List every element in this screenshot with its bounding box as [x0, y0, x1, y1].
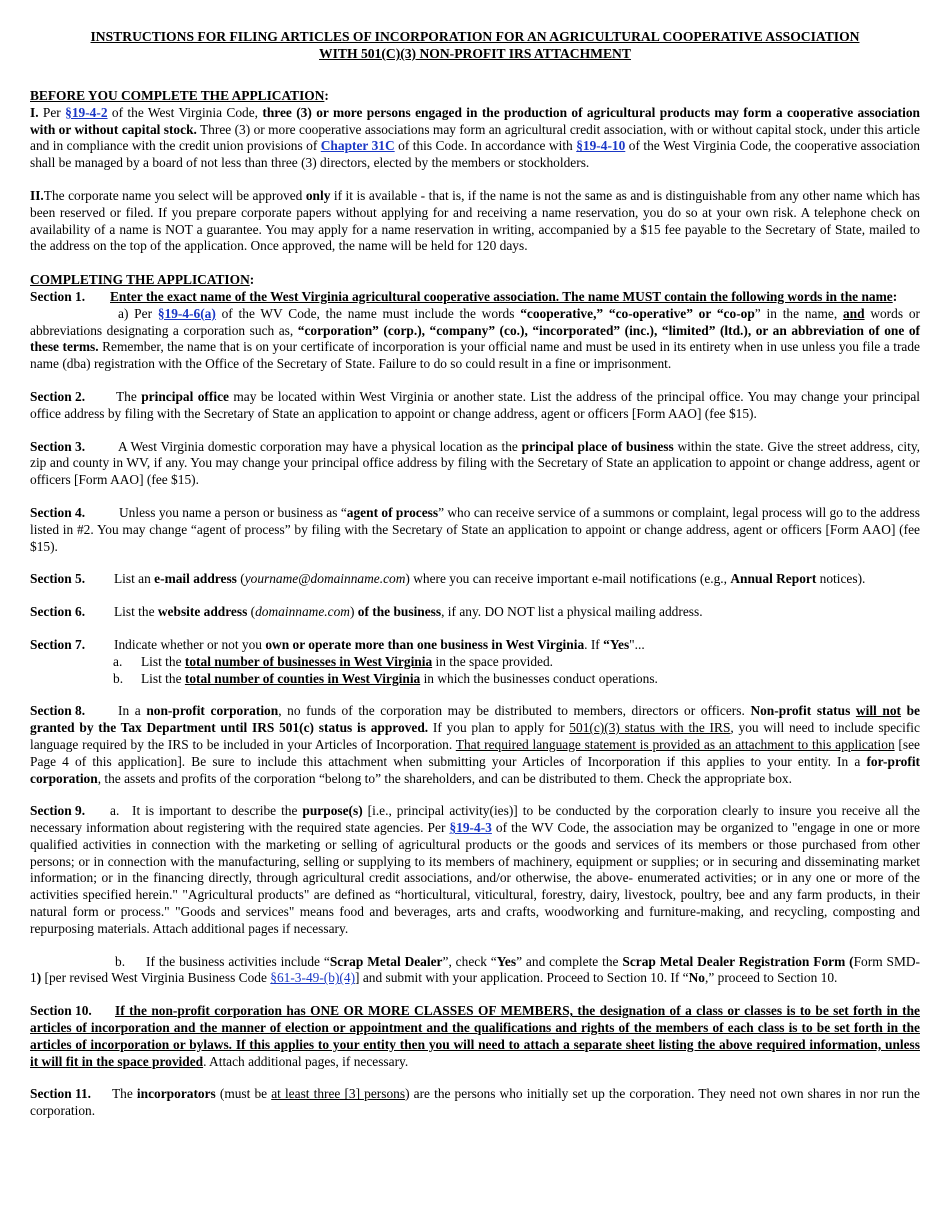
section-8: Section 8. In a non-profit corporation, no funds of the corporation may be distributed to members, directors or officers. Non-profit status will not be granted by the Tax Department until IRS 501(c) status is approved. If you plan to apply for 501(c)(3) status with the IRS, you will need to include specific language required by the IRS to be included in your Articles of Incorporation. That required language statement is provided as an attachment to this application [see Page 4 of this application]. Be sure to include this attachment when submitting your Articles of Incorporation if this applies to your entity. In a for-profit corporation, the assets and profits of the corporation “belong to” the shareholders, and can be distributed to them. Check the appropriate box.	[30, 703, 920, 786]
section-7-a: a. List the total number of businesses in West Virginia in the space provided.	[113, 653, 554, 669]
before-paragraph-1: I. Per §19-4-2 of the West Virginia Code, three (3) or more persons engaged in the production of agricultural products may form a cooperative association with or without capital stock. Three (3) or more cooperative associations may form an agricultural credit association, with or without capital stock, under this article and in compliance with the credit union provisions of Chapter 31C of this Code. In accordance with §19-4-10 of the West Virginia Code, the cooperative association shall be managed by a board of not less than three (3) directors, elected by the members or stockholders.	[30, 104, 921, 171]
link-19-4-3[interactable]: §19-4-3	[449, 820, 492, 836]
before-paragraph-2: II.The corporate name you select will be approved only if it is available - that is, if the name is not the same as and is distinguishable from any other name which has been reserved or filed. If you prepare corporate papers without applying for and receiving a name reservation, you do so at your own risk. A telephone check on availability of a name is NOT a guarantee. You may apply for a name reservation in writing, accompanied by a $15 fee payable to the Secretary of State, mailed to the address on the top of the application. Once approved, the name will be held for 120 days.	[30, 187, 920, 254]
title-line-1: INSTRUCTIONS FOR FILING ARTICLES OF INCORPORATION FOR AN AGRICULTURAL COOPERATIVE ASSOCIATION	[90, 29, 860, 44]
instructions-page	[30, 28, 920, 1120]
link-19-4-6a[interactable]: §19-4-6(a)	[157, 305, 216, 321]
section-6: Section 6. List the website address (domainname.com) of the business, if any. DO NOT list a physical mailing address.	[30, 604, 703, 620]
link-chapter-31c[interactable]: Chapter 31C	[320, 138, 395, 154]
section-1: Section 1. Enter the exact name of the West Virginia agricultural cooperative association. The name MUST contain the following words in the name:	[30, 288, 898, 304]
section-2: Section 2. The principal office may be located within West Virginia or another state. List the address of the principal office. You may change your principal office address by filing with the Secretary of State an application to appoint or change address, agent or officers [Form AAO] (fee $15).	[30, 388, 920, 421]
section-9-b: b. If the business activities include “Scrap Metal Dealer”, check “Yes” and complete the Scrap Metal Dealer Registration Form (Form SMD-1) [per revised West Virginia Business Code §61-3-49-(b)(4)] and submit with your application. Proceed to Section 10. If “No,” proceed to Section 10.	[30, 953, 920, 986]
section-10: Section 10. If the non-profit corporation has ONE OR MORE CLASSES OF MEMBERS, the designation of a class or classes is to be set forth in the articles of incorporation and the manner of election or appointment and the qualifications and rights of the members of each class is to be set forth in the articles of incorporation or bylaws. If this applies to your entity then you will need to attach a separate sheet listing the above required information, unless it will fit in the space provided. Attach additional pages, if necessary.	[30, 1003, 920, 1069]
link-61-3-49[interactable]: §61-3-49-(b)(4)	[270, 970, 356, 986]
section-5: Section 5. List an e-mail address (yourname@domainname.com) where you can receive important e-mail notifications (e.g., Annual Report notices).	[30, 571, 866, 587]
page-title	[90, 28, 860, 62]
section-4: Section 4. Unless you name a person or business as “agent of process” who can receive service of a summons or complaint, legal process will go to the address listed in #2. You may change “agent of process” by filing with the Secretary of State an application to appoint or change address, agent or officers [Form AAO] (fee $15).	[30, 504, 920, 554]
section-3: Section 3. A West Virginia domestic corporation may have a physical location as the principal place of business within the state. Give the street address, city, zip and county in WV, if any. You may change your principal office address by filing with the Secretary of State an application to appoint or change address, agent or officers [Form AAO] (fee $15).	[30, 438, 920, 488]
section-7: Section 7. Indicate whether or not you own or operate more than one business in West Virginia. If “Yes"...	[30, 636, 645, 652]
section-9-a: Section 9. a. It is important to describe the purpose(s) [i.e., principal activity(ies)] to be conducted by the corporation clearly to insure you receive all the necessary information about registering with the required state agencies. Per §19-4-3 of the WV Code, the association may be organized to "engage in one or more qualified activities in connection with the marketing or selling of agricultural products or the goods and services of its members or those purchased from other persons; or in connection with the manufacturing, selling or supplying to its members of machinery, equipment or supplies; or in securing and disseminating market information; or in the financing directly, through agricultural credit associations, and/or otherwise, the above- enumerated activities; or in any one or more of the activities specified herein." "Agricultural products" are defined as “horticultural, viticultural, forestry, dairy, livestock, poultry, bee and any farm products, in their natural form or process." "Goods and services" means food and beverages, arts and crafts, woodworking and furniture-making, and recycling, composting and repurposing materials. Attach additional pages if necessary.	[30, 803, 920, 936]
link-19-4-2[interactable]: §19-4-2	[65, 104, 108, 120]
link-19-4-10[interactable]: §19-4-10	[576, 138, 626, 154]
section-1-a: a) Per §19-4-6(a) of the WV Code, the name must include the words “cooperative,” “co-operative” or “co-op” in the name, and words or abbreviations designating a corporation such as, “corporation” (corp.), “company” (co.), “incorporated” (inc.), “limited” (ltd.), or an abbreviation of one of these terms. Remember, the name that is on your certificate of incorporation is your official name and must be used in its entirety when in use unless you file a trade name (dba) registration with the Office of the Secretary of State. Failure to do so could result in a fine or imprisonment.	[30, 305, 920, 372]
section-11: Section 11. The incorporators (must be at least three [3] persons) are the persons who initially set up the corporation. They need not own shares in nor run the corporation.	[30, 1086, 920, 1119]
before-heading: BEFORE YOU COMPLETE THE APPLICATION:	[30, 88, 329, 103]
completing-heading: COMPLETING THE APPLICATION:	[30, 272, 255, 288]
section-7-b: b. List the total number of counties in West Virginia in which the businesses conduct operations.	[113, 670, 658, 686]
title-line-2: WITH 501(C)(3) NON-PROFIT IRS ATTACHMENT	[319, 46, 631, 61]
